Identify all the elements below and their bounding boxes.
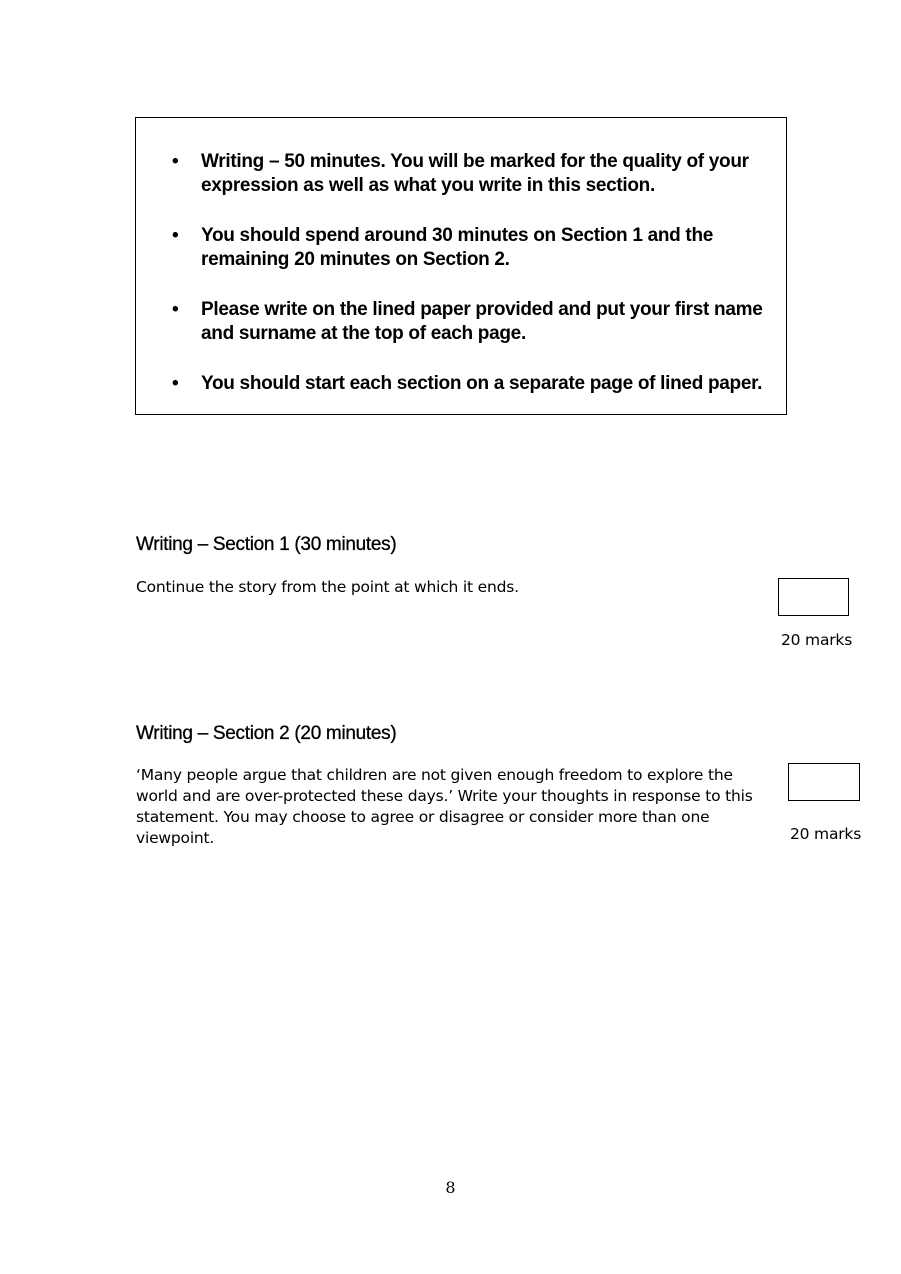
instruction-text: Writing – 50 minutes. You will be marked for the quality of your expression as well as what you write in this section.: [201, 151, 749, 196]
instruction-item: [172, 372, 792, 396]
page-number: 8: [445, 1178, 456, 1197]
section1-mark-box: [778, 578, 849, 616]
instruction-item: [172, 224, 782, 272]
section1-marks-label: 20 marks: [781, 631, 853, 649]
section2-mark-box: [788, 763, 860, 801]
instructions-box: [135, 117, 787, 415]
instruction-text: Please write on the lined paper provided and put your first name and surname at the top of each page.: [201, 299, 763, 344]
bullet-icon: •: [172, 299, 179, 320]
bullet-icon: •: [172, 225, 179, 246]
bullet-icon: •: [172, 151, 179, 172]
section2-heading: Writing – Section 2 (20 minutes): [136, 723, 397, 744]
bullet-icon: •: [172, 373, 179, 394]
instruction-text: You should spend around 30 minutes on Section 1 and the remaining 20 minutes on Section 2.: [201, 225, 714, 270]
section2-prompt: ‘Many people argue that children are not given enough freedom to explore the world and are over-protected these days.’ Write your thoughts in response to this statement. You may choose to agree or disagree or consider more than one viewpoint.: [136, 766, 753, 847]
instruction-item: [172, 150, 782, 198]
section2-marks-label: 20 marks: [790, 825, 862, 843]
instruction-text: You should start each section on a separate page of lined paper.: [201, 373, 763, 394]
instruction-item: [172, 298, 782, 346]
section1-heading: Writing – Section 1 (30 minutes): [136, 534, 397, 555]
section1-prompt: Continue the story from the point at which it ends.: [136, 578, 519, 596]
